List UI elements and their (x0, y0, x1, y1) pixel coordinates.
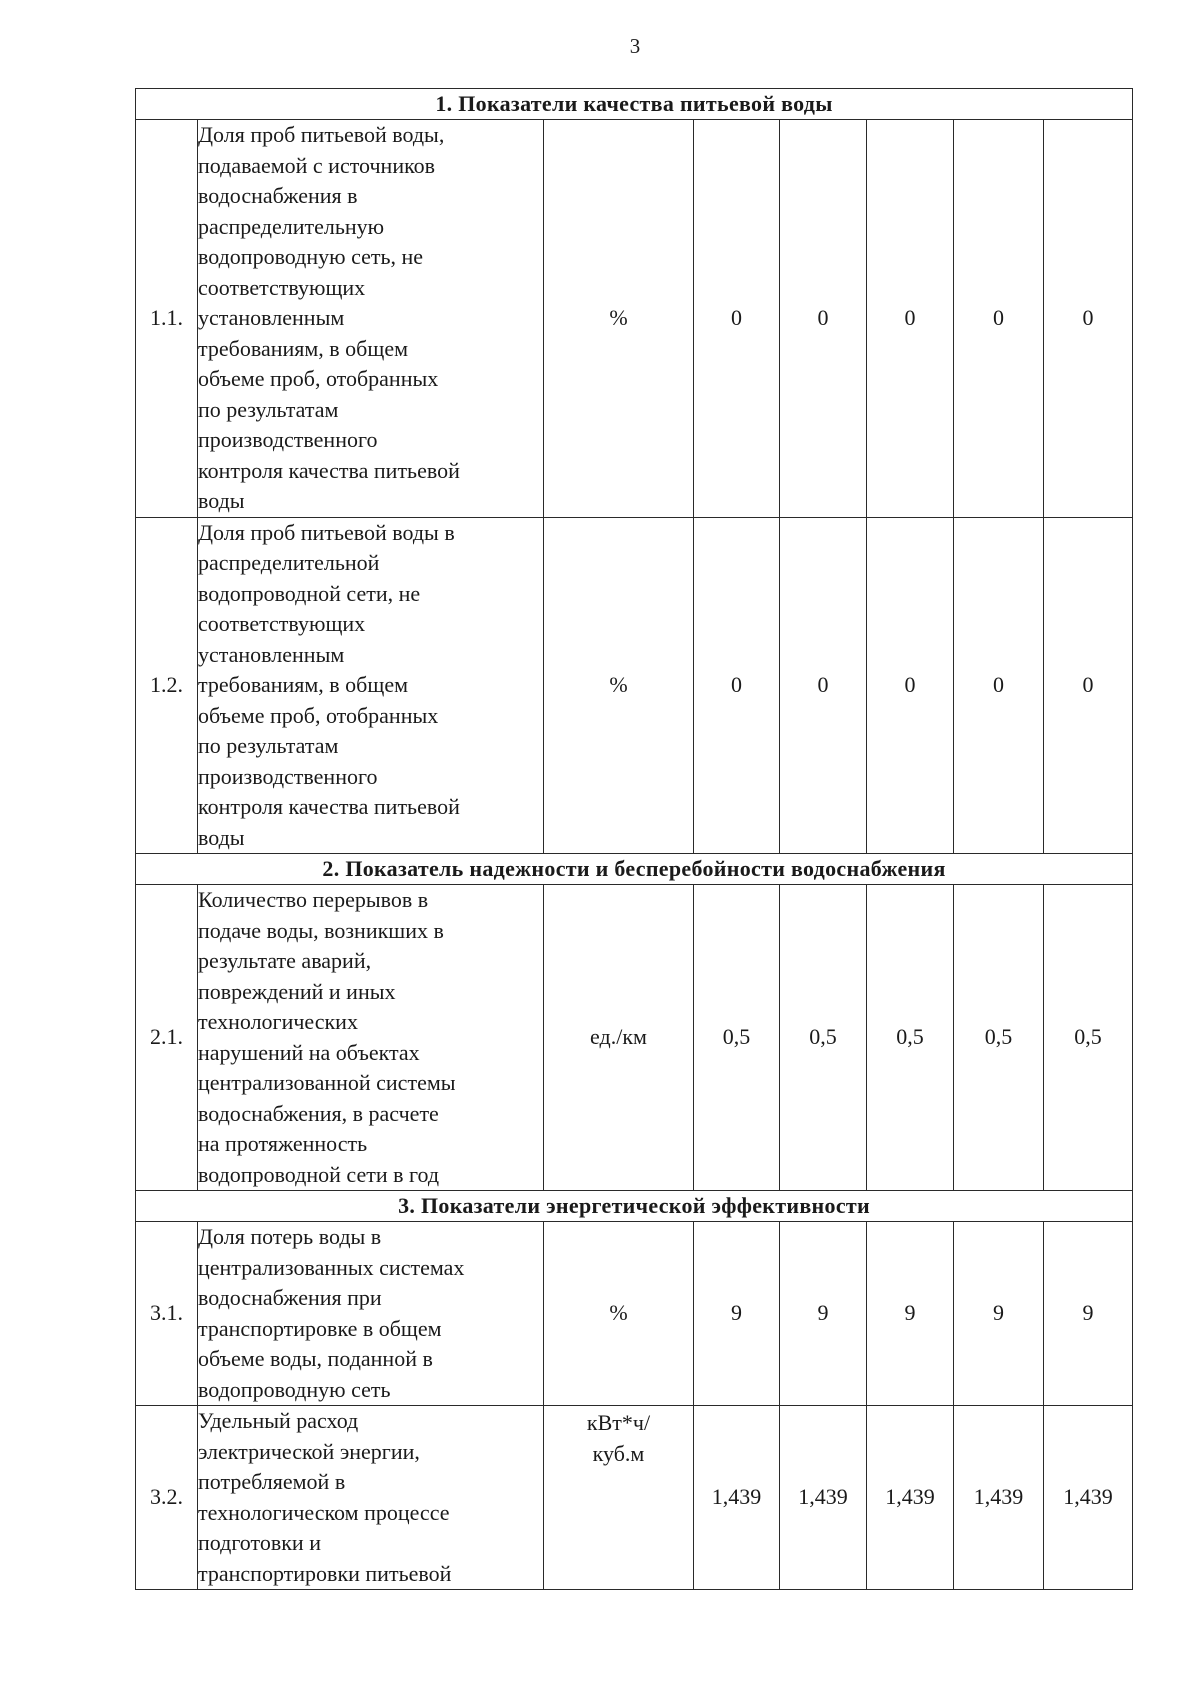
value-cell: 9 (694, 1222, 780, 1406)
description-line: водопроводной сети, не (198, 580, 421, 606)
description-line: водоснабжения, в расчете (198, 1100, 439, 1126)
description-line: электрической энергии, (198, 1438, 420, 1464)
value-cell: 0 (954, 120, 1044, 518)
row-number: 2.1. (136, 885, 198, 1191)
description-line: производственного (198, 427, 378, 452)
value-cell: 0,5 (1044, 885, 1133, 1191)
description-line: объеме воды, поданной в (198, 1346, 433, 1371)
description-line: транспортировки питьевой (198, 1560, 452, 1586)
description-line: водопроводную сеть (198, 1376, 391, 1402)
value-cell: 1,439 (780, 1406, 867, 1590)
description-line: требованиям, в общем (198, 335, 408, 361)
section-header-row (136, 89, 1133, 120)
description-line: технологических (198, 1009, 358, 1034)
value-cell: 1,439 (1044, 1406, 1133, 1590)
description-line: централизованной системы (198, 1070, 456, 1095)
section-header-row (136, 854, 1133, 885)
description-line: водоснабжения в (198, 183, 358, 208)
description-line: повреждений и иных (198, 978, 396, 1004)
table-row (136, 120, 1133, 518)
section-header-row (136, 1191, 1133, 1222)
unit-text: % (609, 305, 628, 330)
value-cell: 0 (1044, 120, 1133, 518)
unit-cell (544, 1222, 694, 1406)
value-cell: 0 (694, 517, 780, 854)
description-line: нарушений на объектах (198, 1039, 420, 1065)
description-line: Количество перерывов в (198, 887, 429, 912)
description-line: по результатам (198, 396, 339, 422)
value-cell: 0 (867, 120, 954, 518)
unit-text: % (609, 672, 628, 697)
value-cell: 0,5 (954, 885, 1044, 1191)
value-cell: 0 (867, 517, 954, 854)
value-cell: 0 (1044, 517, 1133, 854)
table-row (136, 885, 1133, 1191)
description-line: подаваемой с источников (198, 152, 436, 178)
value-cell: 1,439 (954, 1406, 1044, 1590)
value-cell: 0 (694, 120, 780, 518)
table-row (136, 1222, 1133, 1406)
row-number: 1.1. (136, 120, 198, 518)
description-line: производственного (198, 763, 378, 789)
description-line: Доля проб питьевой воды в (198, 519, 455, 545)
description-line: требованиям, в общем (198, 672, 408, 697)
page-number: 3 (629, 34, 641, 58)
description-line: по результатам (198, 733, 339, 758)
description-line: Доля потерь воды в (198, 1224, 382, 1249)
description-line: потребляемой в (198, 1469, 346, 1494)
value-cell: 0,5 (780, 885, 867, 1191)
value-cell: 0,5 (694, 885, 780, 1191)
description-line: результате аварий, (198, 948, 372, 973)
unit-text: ед./км (590, 1024, 647, 1050)
description-line: водоснабжения при (198, 1285, 382, 1310)
table-row (136, 1406, 1133, 1590)
section-title: 1. Показатели качества питьевой воды (136, 89, 1133, 120)
unit-text: куб.м (592, 1440, 645, 1466)
value-cell: 9 (780, 1222, 867, 1406)
description-line: технологическом процессе (198, 1499, 450, 1525)
description-line: воды (198, 824, 245, 850)
description-line: централизованных системах (198, 1254, 465, 1280)
description-line: на протяженность (198, 1131, 368, 1156)
description-line: установленным (198, 305, 345, 330)
description-line: объеме проб, отобранных (198, 702, 439, 728)
value-cell: 1,439 (867, 1406, 954, 1590)
section-title: 2. Показатель надежности и бесперебойности водоснабжения (136, 854, 1133, 885)
description-line: распределительную (198, 213, 385, 239)
table-row (136, 517, 1133, 854)
unit-cell (544, 885, 694, 1191)
indicator-description (198, 517, 544, 854)
value-cell: 0 (780, 517, 867, 854)
row-number: 1.2. (136, 517, 198, 854)
value-cell: 0 (954, 517, 1044, 854)
unit-text: % (609, 1300, 628, 1326)
description-line: соответствующих (198, 611, 366, 636)
description-line: объеме проб, отобранных (198, 366, 439, 391)
unit-text: кВт*ч/ (586, 1410, 651, 1435)
unit-cell (544, 517, 694, 854)
indicators-table (135, 88, 1133, 1590)
description-line: контроля качества питьевой (198, 794, 460, 819)
description-line: транспортировке в общем (198, 1315, 442, 1341)
unit-cell (544, 1406, 694, 1590)
description-line: Удельный расход (198, 1408, 359, 1433)
description-line: распределительной (198, 550, 380, 575)
value-cell: 0 (780, 120, 867, 518)
row-number: 3.1. (136, 1222, 198, 1406)
value-cell: 9 (1044, 1222, 1133, 1406)
value-cell: 0,5 (867, 885, 954, 1191)
description-line: подготовки и (198, 1530, 321, 1555)
value-cell: 1,439 (694, 1406, 780, 1590)
indicator-description (198, 120, 544, 518)
description-line: подаче воды, возникших в (198, 917, 444, 943)
section-title: 3. Показатели энергетической эффективности (136, 1191, 1133, 1222)
value-cell: 9 (867, 1222, 954, 1406)
indicator-description (198, 885, 544, 1191)
description-line: соответствующих (198, 274, 366, 300)
row-number: 3.2. (136, 1406, 198, 1590)
indicator-description (198, 1222, 544, 1406)
unit-cell (544, 120, 694, 518)
indicator-description (198, 1406, 544, 1590)
description-line: водопроводной сети в год (198, 1161, 440, 1187)
description-line: контроля качества питьевой (198, 457, 460, 483)
description-line: воды (198, 488, 245, 513)
value-cell: 9 (954, 1222, 1044, 1406)
description-line: Доля проб питьевой воды, (198, 122, 445, 147)
description-line: водопроводную сеть, не (198, 244, 424, 269)
description-line: установленным (198, 641, 345, 667)
